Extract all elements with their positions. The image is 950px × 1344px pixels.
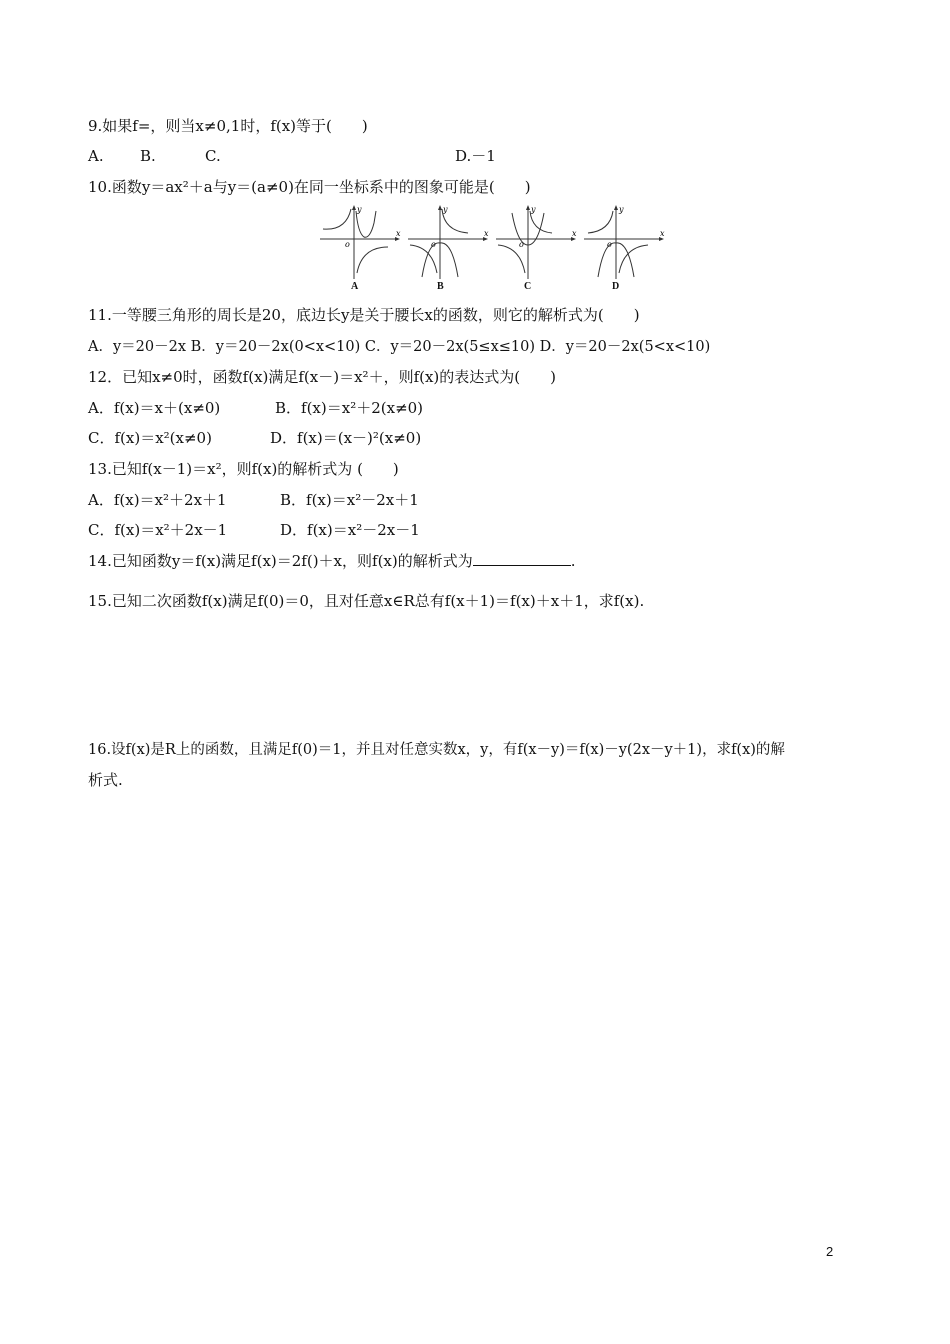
question-13-option-b: B．f(x)＝x²－2x＋1	[280, 491, 419, 509]
question-12-option-b: B．f(x)＝x²＋2(x≠0)	[275, 399, 424, 417]
graph-b-y-label: y	[443, 205, 448, 214]
question-14-end: .	[570, 552, 576, 570]
question-13-option-d: D．f(x)＝x²－2x－1	[280, 521, 420, 539]
graph-a-label: A	[351, 281, 359, 292]
question-9-option-d: D.－1	[455, 147, 496, 165]
question-11-options: A．y＝20－2x B．y＝20－2x(0<x<10) C．y＝20－2x(5≤x≤10) D．y＝20－2x(5<x<10)	[88, 339, 711, 355]
question-12-option-a: A．f(x)＝x＋(x≠0)	[88, 399, 221, 417]
graph-c-x-label: x	[572, 229, 577, 238]
question-9-option-a: A.	[88, 147, 104, 165]
graph-b-label: B	[437, 281, 444, 292]
graph-c-figure	[494, 203, 580, 281]
graph-d-label: D	[612, 281, 620, 292]
question-13-option-a: A．f(x)＝x²＋2x＋1	[88, 491, 227, 509]
graph-c-origin-label: o	[519, 240, 524, 249]
graph-a-x-label: x	[396, 229, 401, 238]
question-12-option-c: C．f(x)＝x²(x≠0)	[88, 429, 212, 447]
question-12-option-d: D．f(x)＝(x－)²(x≠0)	[270, 429, 422, 447]
graph-d-x-label: x	[660, 229, 665, 238]
graph-d-figure	[582, 203, 668, 281]
graph-c-label: C	[524, 281, 532, 292]
graph-a-figure	[318, 203, 404, 281]
question-13-stem: 13.已知f(x－1)＝x²，则f(x)的解析式为 ( )	[88, 460, 399, 478]
question-11-stem: 11.一等腰三角形的周长是20，底边长y是关于腰长x的函数，则它的解析式为( )	[88, 306, 640, 324]
question-10-graphs	[318, 203, 668, 295]
question-15-stem: 15.已知二次函数f(x)满足f(0)＝0，且对任意x∈R总有f(x＋1)＝f(x)＋x＋1，求f(x).	[88, 592, 645, 610]
graph-b-origin-label: o	[431, 240, 436, 249]
question-14-answer-blank[interactable]	[473, 551, 571, 566]
graph-d-origin-label: o	[607, 240, 612, 249]
question-9-stem: 9.如果f=，则当x≠0,1时，f(x)等于( )	[88, 117, 368, 135]
question-13-option-c: C．f(x)＝x²＋2x－1	[88, 521, 228, 539]
graph-c-y-label: y	[531, 205, 536, 214]
graph-d-y-label: y	[619, 205, 624, 214]
question-12-stem: 12．已知x≠0时，函数f(x)满足f(x－)＝x²＋，则f(x)的表达式为( )	[88, 368, 556, 386]
question-16-stem-line1: 16.设f(x)是R上的函数，且满足f(0)＝1，并且对任意实数x，y，有f(x－y)＝f(x)－y(2x－y＋1)，求f(x)的解	[88, 742, 785, 758]
page-number: 2	[826, 1244, 834, 1259]
question-9-option-c: C.	[205, 147, 221, 165]
question-16-stem-line2: 析式.	[88, 771, 123, 789]
graph-b-x-label: x	[484, 229, 489, 238]
graph-a-y-label: y	[357, 205, 362, 214]
question-9-option-b: B.	[140, 147, 156, 165]
question-14-stem	[88, 551, 576, 571]
graph-b-figure	[406, 203, 492, 281]
question-14-text: 14.已知函数y＝f(x)满足f(x)＝2f()＋x，则f(x)的解析式为	[88, 552, 473, 570]
graph-a-origin-label: o	[345, 240, 350, 249]
question-10-stem: 10.函数y＝ax²＋a与y＝(a≠0)在同一坐标系中的图象可能是( )	[88, 178, 531, 196]
